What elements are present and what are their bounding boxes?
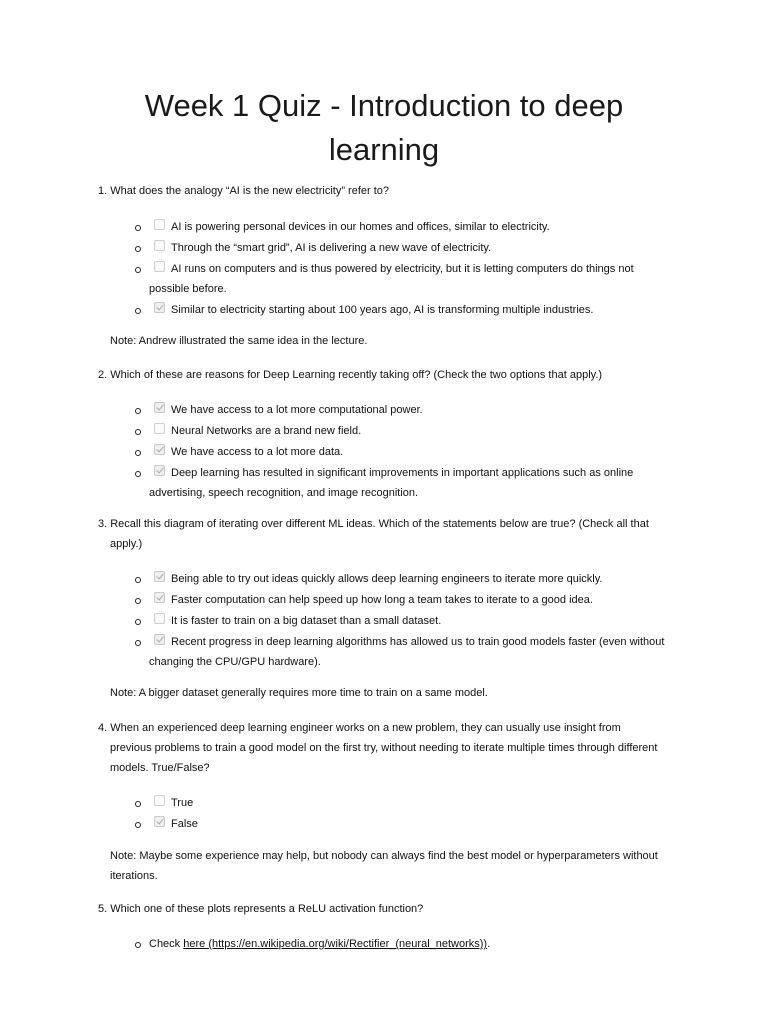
q2-option-1-label: We have access to a lot more computational power.	[171, 404, 423, 416]
q4-note-cont: iterations.	[110, 870, 158, 882]
question-4-text-cont: previous problems to train a good model on the first try, without needing to iterate multiple times through different	[110, 742, 658, 754]
q3-option-3-checkbox[interactable]	[154, 613, 165, 624]
bullet-icon	[135, 429, 141, 435]
q5-check-suffix: .	[487, 938, 491, 950]
q3-option-1-label: Being able to try out ideas quickly allows deep learning engineers to iterate more quickly.	[171, 573, 603, 585]
question-3-text: 3. Recall this diagram of iterating over different ML ideas. Which of the statements below are true? (Check all that	[98, 518, 649, 530]
question-4-text: 4. When an experienced deep learning engineer works on a new problem, they can usually use insight from	[98, 722, 621, 734]
bullet-icon	[135, 408, 141, 414]
question-1-text: 1. What does the analogy “AI is the new electricity” refer to?	[98, 185, 390, 197]
q2-option-3-checkbox[interactable]	[154, 444, 165, 455]
bullet-icon	[135, 471, 141, 477]
question-5-text: 5. Which one of these plots represents a ReLU activation function?	[98, 903, 424, 915]
bullet-icon	[135, 267, 141, 273]
q2-option-4-checkbox[interactable]	[154, 465, 165, 476]
relu-wikipedia-link[interactable]: here (https://en.wikipedia.org/wiki/Rectifier_(neural_networks))	[183, 938, 488, 950]
q2-option-2-checkbox[interactable]	[154, 423, 165, 434]
bullet-icon	[135, 942, 141, 948]
q2-option-4-label: Deep learning has resulted in significant improvements in important applications such as online	[171, 467, 634, 479]
q4-option-true-label: True	[171, 797, 194, 809]
q1-option-1-checkbox[interactable]	[154, 219, 165, 230]
q3-option-4-checkbox[interactable]	[154, 634, 165, 645]
title-line-2: learning	[328, 132, 440, 167]
q2-option-2-label: Neural Networks are a brand new field.	[171, 425, 362, 437]
q2-option-1-checkbox[interactable]	[154, 402, 165, 413]
bullet-icon	[135, 577, 141, 583]
q5-check-prefix: Check	[149, 938, 184, 950]
bullet-icon	[135, 822, 141, 828]
q3-option-4-label-cont: changing the CPU/GPU hardware).	[149, 656, 321, 668]
page-title	[0, 84, 768, 172]
q1-note: Note: Andrew illustrated the same idea in the lecture.	[110, 335, 368, 347]
q1-option-4-checkbox[interactable]	[154, 302, 165, 313]
bullet-icon	[135, 308, 141, 314]
question-4-text-cont-2: models. True/False?	[110, 762, 210, 774]
bullet-icon	[135, 450, 141, 456]
q1-option-1-label: AI is powering personal devices in our homes and offices, similar to electricity.	[171, 221, 550, 233]
q1-option-2-checkbox[interactable]	[154, 240, 165, 251]
question-2-text: 2. Which of these are reasons for Deep Learning recently taking off? (Check the two options that apply.)	[98, 369, 603, 381]
bullet-icon	[135, 640, 141, 646]
q3-option-1-checkbox[interactable]	[154, 571, 165, 582]
q2-option-4-label-cont: advertising, speech recognition, and image recognition.	[149, 487, 419, 499]
q3-option-2-label: Faster computation can help speed up how long a team takes to iterate to a good idea.	[171, 594, 593, 606]
q4-note: Note: Maybe some experience may help, but nobody can always find the best model or hyperparameters without	[110, 850, 658, 862]
q1-option-4-label: Similar to electricity starting about 100 years ago, AI is transforming multiple industries.	[171, 304, 594, 316]
q3-note: Note: A bigger dataset generally requires more time to train on a same model.	[110, 687, 488, 699]
bullet-icon	[135, 225, 141, 231]
q2-option-3-label: We have access to a lot more data.	[171, 446, 344, 458]
q4-option-true-checkbox[interactable]	[154, 795, 165, 806]
q1-option-3-checkbox[interactable]	[154, 261, 165, 272]
q5-check-line	[149, 937, 490, 951]
q1-option-3-label-cont: possible before.	[149, 283, 227, 295]
title-line-1: Week 1 Quiz - Introduction to deep	[144, 88, 624, 123]
q1-option-2-label: Through the “smart grid”, AI is delivering a new wave of electricity.	[171, 242, 492, 254]
bullet-icon	[135, 801, 141, 807]
bullet-icon	[135, 619, 141, 625]
q4-option-false-label: False	[171, 818, 198, 830]
bullet-icon	[135, 246, 141, 252]
q4-option-false-checkbox[interactable]	[154, 816, 165, 827]
q3-option-4-label: Recent progress in deep learning algorithms has allowed us to train good models faster (even without	[171, 636, 665, 648]
question-3-text-cont: apply.)	[110, 538, 143, 550]
q3-option-2-checkbox[interactable]	[154, 592, 165, 603]
q1-option-3-label: AI runs on computers and is thus powered by electricity, but it is letting computers do things not	[171, 263, 634, 275]
q3-option-3-label: It is faster to train on a big dataset than a small dataset.	[171, 615, 442, 627]
bullet-icon	[135, 598, 141, 604]
